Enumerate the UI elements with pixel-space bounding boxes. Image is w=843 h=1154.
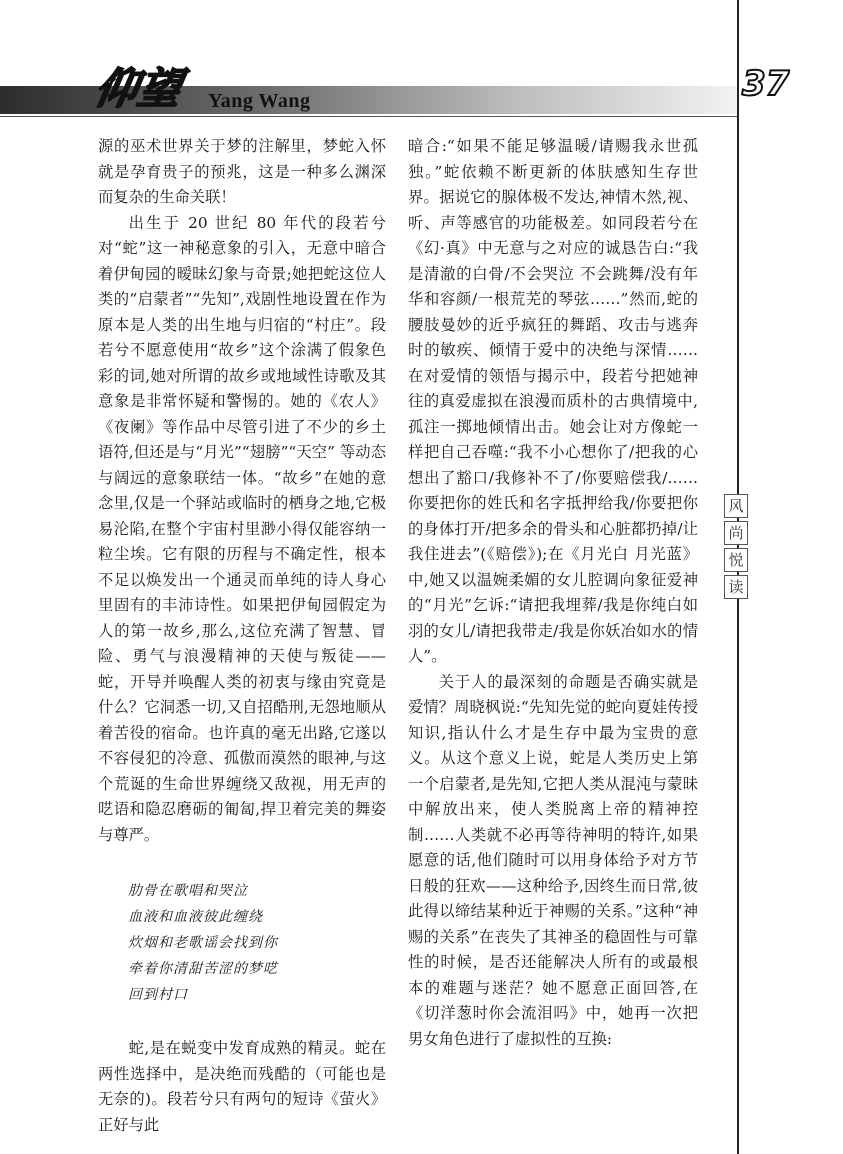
- section-tag-char: 悦: [724, 548, 748, 572]
- magazine-logo: 仰望: [91, 64, 186, 113]
- paragraph: 蛇,是在蜕变中发育成熟的精灵。蛇在两性选择中，是决绝而残酷的（可能也是无奈的)。段若兮只有两句的短诗《萤火》正好与此: [98, 1039, 386, 1134]
- section-tag-char: 风: [724, 494, 748, 518]
- left-column: [98, 134, 386, 1138]
- poem-line: 血液和血液彼此缠绕: [128, 909, 263, 925]
- paragraph: 关于人的最深刻的命题是否确实就是爱情？周晓枫说:“先知先觉的蛇向夏娃传授知识,指认什么才是生存中最为宝贵的意义。从这个意义上说，蛇是人类历史上第一个启蒙者,是先知,它把人类从混沌与蒙昧中解放出来，使人类脱离上帝的精神控制……人类就不必再等待神明的特许,如果愿意的话,他们随时可以用身体给予对方节日般的狂欢——这种给予,因终生而日常,彼此得以缔结某种近于神赐的关系。”这种“神赐的关系”在丧失了其神圣的稳固性与可靠性的时候，是否还能解决人所有的或最根本的难题与迷茫？她不愿意正面回答,在《切洋葱时你会流泪吗》中，她再一次把男女角色进行了虚拟性的互换:: [408, 672, 698, 1048]
- section-tag-char: 尚: [724, 521, 748, 545]
- section-tag: [724, 494, 748, 602]
- poem-line: 牵着你清甜苦涩的梦呓: [128, 961, 278, 977]
- poem-quote: [128, 878, 386, 1008]
- header-rule: [0, 116, 737, 117]
- paragraph: 源的巫术世界关于梦的注解里，梦蛇入怀就是孕育贵子的预兆，这是一种多么渊深而复杂的生命关联！: [98, 137, 386, 206]
- paragraph: 暗合:“如果不能足够温暖/请赐我永世孤独。”蛇依赖不断更新的体肤感知生存世界。据说它的腺体极不发达,神情木然,视、听、声等感官的功能极差。如同段若兮在《幻·真》中无意与之对应的诚恳告白:“我是清澈的白骨/不会哭泣 不会跳舞/没有年华和容颜/一根荒芜的琴弦……”然而,蛇的腰肢曼妙的近乎疯狂的舞蹈、攻击与逃奔时的敏疾、倾情于爱中的决绝与深情……在对爱情的领悟与揭示中，段若兮把她神往的真爱虚拟在浪漫而质朴的古典情境中,孤注一掷地倾情出击。她会让对方像蛇一样把自己吞噬:“我不小心想你了/把我的心想出了豁口/我修补不了/你要赔偿我/……你要把你的姓氏和名字抵押给我/你要把你的身体打开/把多余的骨头和心脏都扔掉/让我住进去”(《赔偿》);在《月光白 月光蓝》中,她又以温婉柔媚的女儿腔调向象征爱神的“月光”乞诉:“请把我埋葬/我是你纯白如羽的女儿/请把我带走/我是你妖冶如水的情人”。: [408, 137, 698, 665]
- poem-line: 炊烟和老歌谣会找到你: [128, 935, 278, 951]
- paragraph: 出生于 20 世纪 80 年代的段若兮对“蛇”这一神秘意象的引入，无意中暗合着伊甸园的暧昧幻象与奇景;她把蛇这位人类的“启蒙者”“先知”,戏剧性地设置在作为原本是人类的出生地与归宿的“村庄”。段若兮不愿意使用“故乡”这个涂满了假象色彩的词,她对所谓的故乡或地域性诗歌及其意象是非常怀疑和警惕的。她的《农人》《夜阑》等作品中尽管引进了不少的乡土语符,但还是与“月光”“翅膀”“天空” 等动态与阔远的意象联结一体。“故乡”在她的意念里,仅是一个驿站或临时的栖身之地,它极易沦陷,在整个宇宙村里渺小得仅能容纳一粒尘埃。它有限的历程与不确定性，根本不足以焕发出一个通灵而单纯的诗人身心里固有的丰沛诗性。如果把伊甸园假定为人的第一故乡,那么,这位充满了智慧、冒险、勇气与浪漫精神的天使与叛徒——蛇，开导并唤醒人类的初衷与缘由究竟是什么？它洞悉一切,又自招酷刑,无怨地顺从着苦役的宿命。也许真的毫无出路,它遂以不容侵犯的冷意、孤傲而漠然的眼神,与这个荒诞的生命世界缠绕又敌视，用无声的呓语和隐忍磨砺的匍匐,捍卫着完美的舞姿与尊严。: [98, 213, 386, 844]
- poem-line: 肋骨在歌唱和哭泣: [128, 883, 248, 899]
- poem-line: 回到村口: [128, 987, 188, 1003]
- right-column: [408, 134, 698, 1052]
- section-tag-char: 读: [724, 575, 748, 599]
- magazine-name: Yang Wang: [208, 90, 311, 112]
- page-number: 37: [742, 64, 790, 104]
